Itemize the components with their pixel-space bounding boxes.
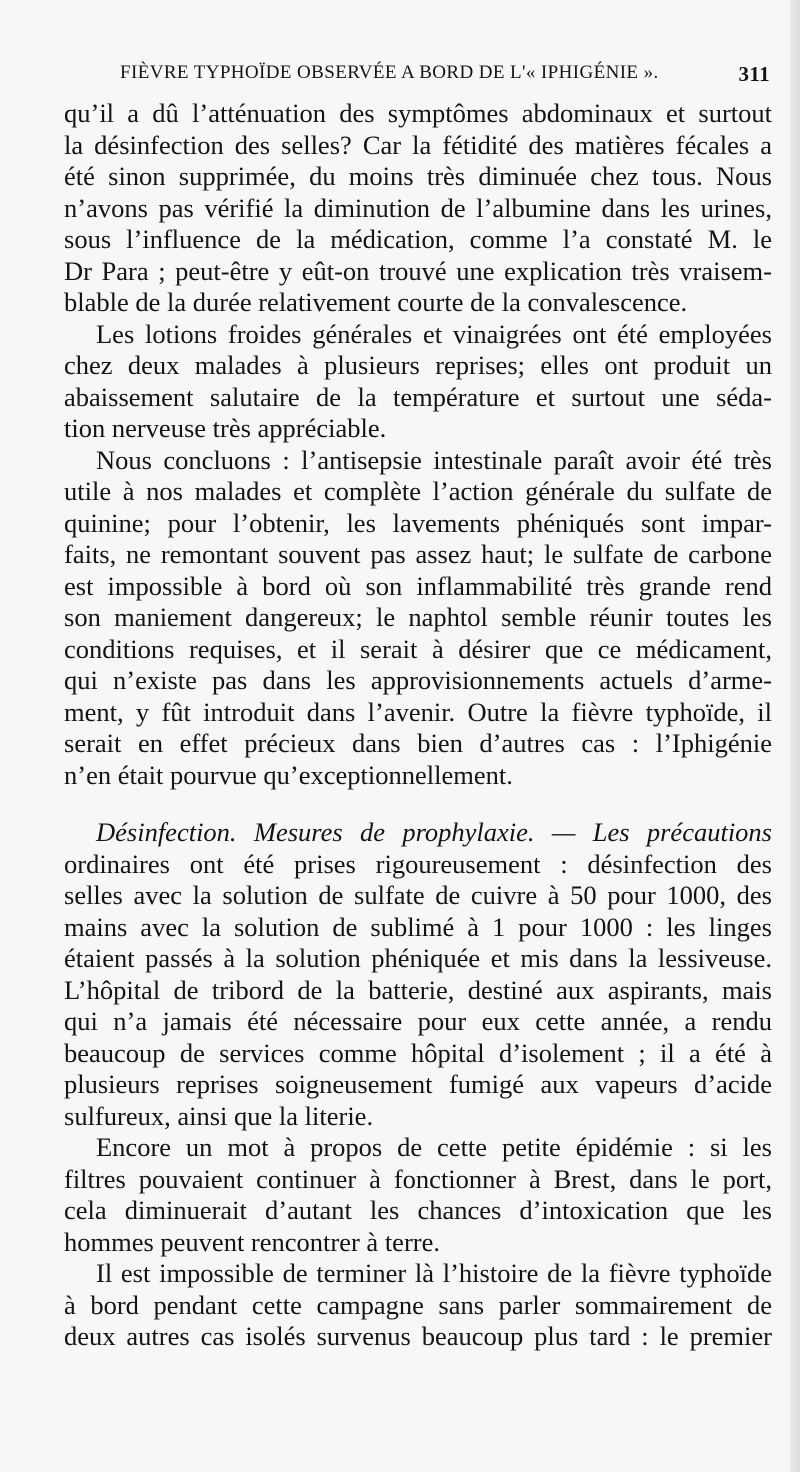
text-line: quinine; pour l’obtenir, les lavements phéniqués sont impar- xyxy=(64,507,772,538)
body-text xyxy=(64,98,772,1353)
running-title: FIÈVRE TYPHOÏDE OBSERVÉE A BORD DE L'« IPHIGÉNIE ». xyxy=(120,62,659,83)
text-line: Encore un mot à propos de cette petite épidémie : si les xyxy=(96,1132,772,1162)
text-line: sulfureux, ainsi que la literie. xyxy=(64,1100,374,1131)
text-line: qui n’a jamais été nécessaire pour eux cette année, a rendu xyxy=(64,1006,772,1036)
text-line: Nous concluons : l’antisepsie intestinale paraît avoir été très xyxy=(96,444,772,475)
text-line: selles avec la solution de sulfate de cuivre à 50 pour 1000, des xyxy=(64,880,772,910)
text-line: L’hôpital de tribord de la batterie, destiné aux aspirants, mais xyxy=(64,974,772,1005)
text-line: conditions requises, et il serait à désirer que ce médicament, xyxy=(64,633,772,664)
text-line: ordinaires ont été prises rigoureusement : désinfection des xyxy=(64,848,772,879)
text-line: été sinon supprimée, du moins très diminuée chez tous. Nous xyxy=(64,161,772,191)
text-line: chez deux malades à plusieurs reprises; elles ont produit un xyxy=(64,350,772,380)
text-line: qui n’existe pas dans les approvisionnements actuels d’arme- xyxy=(64,665,772,695)
text-line: Il est impossible de terminer là l’histoire de la fièvre typhoïde xyxy=(96,1258,772,1288)
text-line: plusieurs reprises soigneusement fumigé aux vapeurs d’acide xyxy=(64,1069,772,1099)
text-line: qu’il a dû l’atténuation des symptômes abdominaux et surtout xyxy=(64,98,772,128)
text-line: filtres pouvaient continuer à fonctionner à Brest, dans le port, xyxy=(64,1163,772,1194)
page-edge-shadow xyxy=(790,0,800,1472)
page-number: 311 xyxy=(738,62,770,86)
text-line: son maniement dangereux; le naphtol semble réunir toutes les xyxy=(64,602,772,632)
text-line: serait en effet précieux dans bien d’autres cas : l’Iphigénie xyxy=(64,728,772,758)
text-line: abaissement salutaire de la température et surtout une séda- xyxy=(64,381,772,412)
text-line: la désinfection des selles? Car la fétidité des matières fécales a xyxy=(64,129,772,160)
text-line: ment, y fût introduit dans l’avenir. Outre la fièvre typhoïde, il xyxy=(64,696,772,727)
text-line: étaient passés à la solution phéniquée et mis dans la lessiveuse. xyxy=(64,943,772,973)
text-line: n’en était pourvue qu’exceptionnellement. xyxy=(64,759,513,790)
text-line: beaucoup de services comme hôpital d’isolement ; il a été à xyxy=(64,1037,772,1068)
text-line: mains avec la solution de sublimé à 1 pour 1000 : les linges xyxy=(64,911,772,942)
section-heading-line: Désinfection. Mesures de prophylaxie. — Les précautions xyxy=(96,817,772,847)
text-line: tion nerveuse très appréciable. xyxy=(64,413,387,443)
text-line: Les lotions froides générales et vinaigrées ont été employées xyxy=(96,318,772,349)
running-header xyxy=(110,62,770,88)
text-line: n’avons pas vérifié la diminution de l’albumine dans les urines, xyxy=(64,192,772,223)
section-gap xyxy=(64,791,772,817)
text-line: cela diminuerait d’autant les chances d’intoxication que les xyxy=(64,1195,772,1225)
text-line: hommes peuvent rencontrer à terre. xyxy=(64,1226,440,1257)
text-line: sous l’influence de la médication, comme l’a constaté M. le xyxy=(64,224,772,254)
text-line: faits, ne remontant souvent pas assez haut; le sulfate de carbone xyxy=(64,539,772,569)
text-line: deux autres cas isolés survenus beaucoup plus tard : le premier xyxy=(64,1321,772,1351)
text-line: est impossible à bord où son inflammabilité très grande rend xyxy=(64,570,772,601)
text-line: utile à nos malades et complète l’action générale du sulfate de xyxy=(64,476,772,506)
text-line: Dr Para ; peut-être y eût-on trouvé une explication très vraisem- xyxy=(64,255,772,286)
text-line: blable de la durée relativement courte de la convalescence. xyxy=(64,287,688,317)
text-line: à bord pendant cette campagne sans parler sommairement de xyxy=(64,1289,772,1320)
